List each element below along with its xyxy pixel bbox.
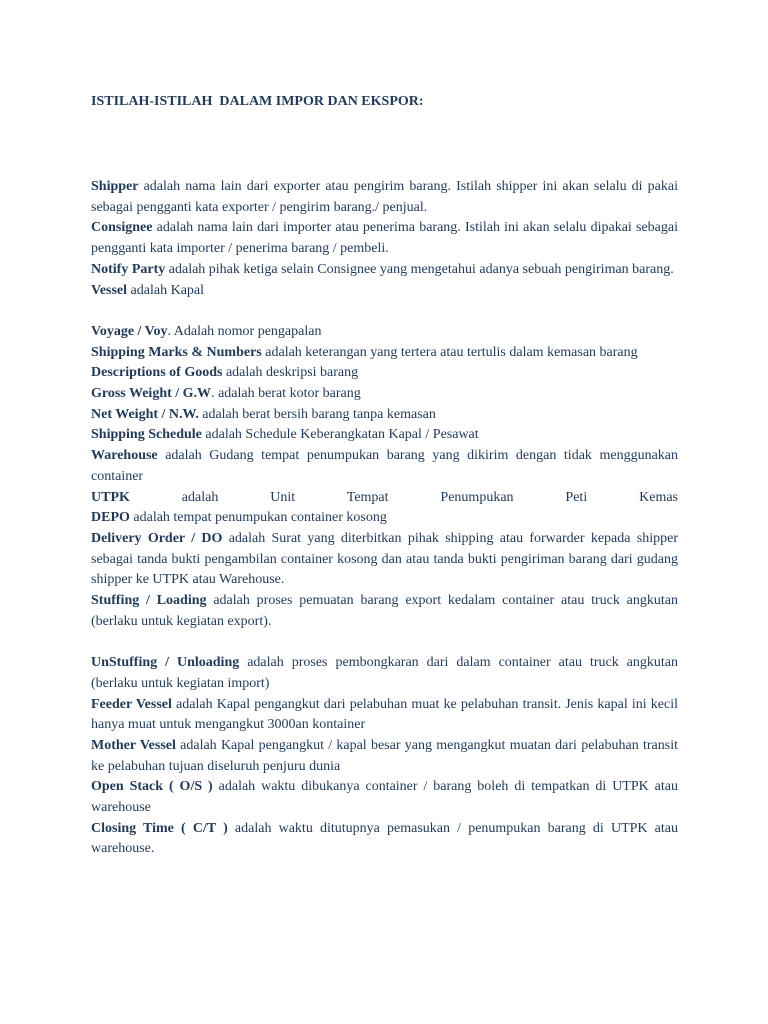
glossary-entry-shipping-schedule: [91, 425, 678, 446]
glossary-entry-feeder-vessel: [91, 695, 678, 736]
entry-term: Open Stack ( O/S ): [91, 779, 213, 795]
entry-term: Shipping Marks & Numbers: [91, 344, 262, 360]
glossary-list: [91, 177, 678, 860]
entry-definition: . Adalah nomor pengapalan: [167, 323, 322, 339]
entry-term: Net Weight / N.W.: [91, 406, 199, 422]
glossary-entry-delivery-order: [91, 529, 678, 591]
entry-term: Voyage / Voy: [91, 323, 168, 339]
glossary-entry-shipping-marks: [91, 343, 678, 364]
entry-term: Feeder Vessel: [91, 696, 172, 712]
entry-definition: adalah berat bersih barang tanpa kemasan: [198, 406, 436, 422]
entry-term: Gross Weight / G.W: [91, 386, 212, 402]
entry-term: Warehouse: [91, 448, 158, 464]
entry-term: Mother Vessel: [91, 737, 176, 753]
entry-definition: adalah keterangan yang tertera atau tertulis dalam kemasan barang: [261, 344, 638, 360]
entry-definition: adalah deskripsi barang: [222, 365, 359, 381]
entry-definition: adalah Kapal pengangkut / kapal besar yang mengangkut muatan dari pelabuhan transit ke pelabuhan tujuan diseluruh penjuru dunia: [91, 737, 678, 774]
entry-definition: adalah pihak ketiga selain Consignee yang mengetahui adanya sebuah pengiriman barang.: [165, 261, 674, 277]
glossary-entry-mother-vessel: [91, 736, 678, 777]
entry-term: Notify Party: [91, 261, 166, 277]
entry-term: UTPK: [91, 489, 130, 505]
glossary-entry-stuffing-loading: [91, 591, 678, 632]
entry-definition: adalah Unit Tempat Penumpukan Peti Kemas: [129, 489, 678, 505]
glossary-entry-voyage: [91, 322, 678, 343]
entry-term: UnStuffing / Unloading: [91, 655, 240, 671]
glossary-entry-closing-time: [91, 819, 678, 860]
entry-term: Stuffing / Loading: [91, 593, 207, 609]
page-title: ISTILAH-ISTILAH DALAM IMPOR DAN EKSPOR:: [91, 94, 424, 109]
glossary-entry-warehouse: [91, 446, 678, 487]
glossary-entry-unstuffing-unloading: [91, 653, 678, 694]
glossary-entry-utpk: [91, 488, 678, 509]
entry-term: Shipper: [91, 179, 139, 194]
entry-definition: adalah nama lain dari importer atau penerima barang. Istilah ini akan selalu dipakai sebagai pengganti kata importer / penerima barang / pembeli.: [91, 220, 678, 257]
glossary-entry-descriptions-of-goods: [91, 363, 678, 384]
glossary-entry-shipper: [91, 177, 678, 218]
glossary-entry-consignee: [91, 218, 678, 259]
glossary-entry-open-stack: [91, 777, 678, 818]
entry-term: Closing Time ( C/T ): [91, 820, 228, 836]
entry-definition: . adalah berat kotor barang: [211, 386, 361, 402]
entry-term: DEPO: [91, 510, 130, 526]
glossary-entry-notify-party: [91, 260, 678, 281]
entry-definition: adalah waktu dibukanya container / barang boleh di tempatkan di UTPK atau warehouse: [91, 779, 678, 816]
entry-definition: adalah proses pemuatan barang export kedalam container atau truck angkutan (berlaku untuk kegiatan export).: [91, 593, 678, 629]
glossary-entry-depo: [91, 508, 678, 529]
entry-definition: adalah Surat yang diterbitkan pihak shipping atau forwarder kepada shipper sebagai tanda bukti pengambilan container kosong dan atau tanda bukti pengiriman barang dari gudang shipper ke UTPK atau Warehouse.: [91, 530, 678, 588]
entry-term: Vessel: [91, 282, 128, 298]
entry-definition: adalah Gudang tempat penumpukan barang yang dikirim dengan tidak menggunakan container: [91, 448, 678, 484]
entry-term: Descriptions of Goods: [91, 365, 223, 381]
glossary-entry-vessel: [91, 281, 678, 302]
entry-term: Delivery Order / DO: [91, 530, 223, 546]
entry-definition: adalah Schedule Keberangkatan Kapal / Pesawat: [201, 427, 479, 443]
glossary-entry-net-weight: [91, 405, 678, 426]
entry-definition: adalah waktu ditutupnya pemasukan / penumpukan barang di UTPK atau warehouse.: [91, 820, 678, 857]
entry-term: Consignee: [91, 220, 153, 236]
entry-definition: adalah proses pembongkaran dari dalam container atau truck angkutan (berlaku untuk kegiatan import): [91, 655, 678, 691]
entry-definition: adalah Kapal pengangkut dari pelabuhan muat ke pelabuhan transit. Jenis kapal ini kecil hanya muat untuk mengangkut 3000an kontainer: [91, 696, 679, 733]
entry-definition: adalah tempat penumpukan container kosong: [129, 510, 387, 526]
entry-definition: adalah nama lain dari exporter atau pengirim barang. Istilah shipper ini akan selalu di pakai sebagai pengganti kata exporter / pengirim barang./ penjual.: [91, 179, 678, 215]
entry-term: Shipping Schedule: [91, 427, 202, 443]
entry-definition: adalah Kapal: [127, 282, 205, 298]
glossary-entry-gross-weight: [91, 384, 678, 405]
